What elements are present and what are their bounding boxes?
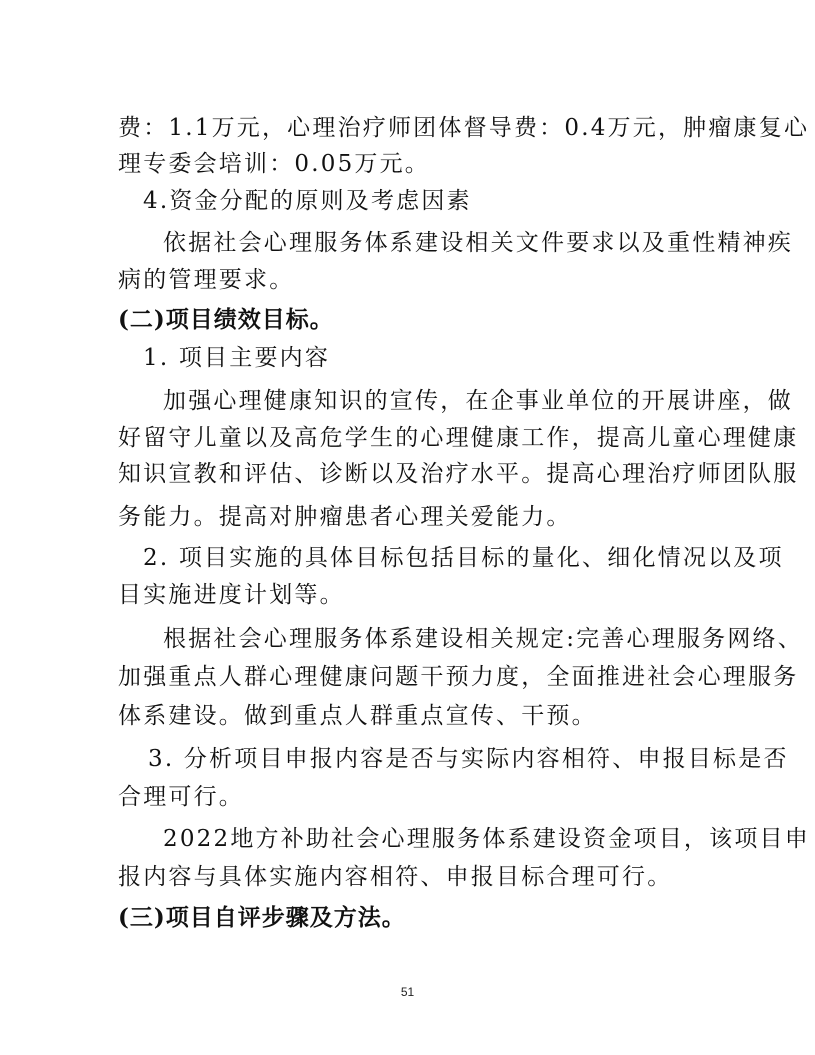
section-subheading: 4.资金分配的原则及考虑因素 — [143, 188, 472, 214]
paragraph-line: 病的管理要求。 — [118, 267, 295, 293]
list-item-heading: 1. 项目主要内容 — [143, 345, 331, 371]
paragraph-line: 体系建设。做到重点人群重点宣传、干预。 — [118, 703, 597, 729]
paragraph-line: 合理可行。 — [118, 784, 244, 810]
paragraph-line: 目实施进度计划等。 — [118, 582, 345, 608]
paragraph-line: 根据社会心理服务体系建设相关规定:完善心理服务网络、 — [163, 626, 803, 652]
paragraph-line: 理专委会培训：0.05万元。 — [118, 151, 431, 177]
list-item-heading: 3. 分析项目申报内容是否与实际内容相符、申报目标是否 — [148, 746, 789, 772]
paragraph-line: 依据社会心理服务体系建设相关文件要求以及重性精神疾 — [163, 230, 793, 256]
paragraph-line: 好留守儿童以及高危学生的心理健康工作，提高儿童心理健康 — [118, 425, 799, 451]
paragraph-line: 加强重点人群心理健康问题干预力度，全面推进社会心理服务 — [118, 664, 799, 690]
list-item-heading: 2. 项目实施的具体目标包括目标的量化、细化情况以及项 — [143, 545, 784, 571]
paragraph-line: 费：1.1万元，心理治疗师团体督导费：0.4万元，肿瘤康复心 — [118, 115, 810, 141]
paragraph-line: 务能力。提高对肿瘤患者心理关爱能力。 — [118, 504, 572, 530]
page-number: 51 — [400, 985, 415, 999]
paragraph-line: 知识宣教和评估、诊断以及治疗水平。提高心理治疗师团队服 — [118, 461, 799, 487]
paragraph-line: 2022地方补助社会心理服务体系建设资金项目，该项目申 — [163, 826, 810, 852]
paragraph-line: 报内容与具体实施内容相符、申报目标合理可行。 — [118, 864, 673, 890]
section-heading: (二)项目绩效目标。 — [118, 306, 334, 333]
section-heading: (三)项目自评步骤及方法。 — [118, 904, 406, 931]
paragraph-line: 加强心理健康知识的宣传，在企事业单位的开展讲座，做 — [163, 388, 793, 414]
